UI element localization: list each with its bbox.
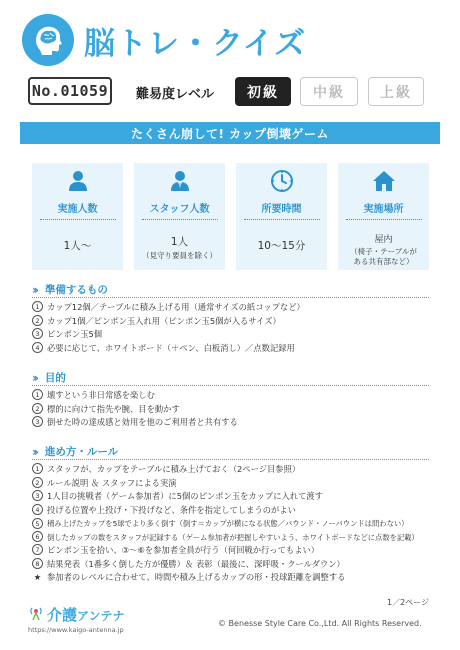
number-badge: 4: [32, 504, 43, 515]
prep-list: [32, 301, 305, 355]
section-divider: [32, 297, 429, 298]
info-card-location: [338, 163, 429, 270]
footer-logo: [28, 604, 125, 634]
list-item: 6 倒したカップの数をスタッフが記録する（ゲーム参加者が把握しやすいよう、ホワイトボードなどに点数を記載）: [32, 531, 419, 545]
number-badge: 6: [32, 531, 43, 542]
list-item: 1 カップ12個／テーブルに積み上げる用（通常サイズの紙コップなど）: [32, 301, 305, 315]
card-subnote: （椅子・テーブルが ある共有部など）: [350, 247, 417, 267]
list-item: 5 積み上げたカップを5球でより多く倒す（倒す＝カップが横になる状態／バウンド・ノーバウンドは問わない）: [32, 517, 419, 531]
page-number: 1／2ページ: [387, 598, 430, 607]
card-value: 10～15分: [257, 240, 306, 252]
section-divider: [32, 385, 429, 386]
brand-title: 脳トレ・クイズ: [84, 25, 307, 62]
card-title: スタッフ人数: [149, 204, 210, 215]
number-badge: 4: [32, 342, 43, 353]
list-item: 3 倒せた時の達成感と効用を他のご利用者と共有する: [32, 416, 238, 430]
antenna-icon: [28, 605, 44, 625]
list-item: 8 結果発表（1番多く倒した方が優勝）＆ 表彰（最後に、深呼吸・クールダウン）: [32, 558, 419, 572]
staff-icon: [169, 169, 191, 193]
card-value: 1人: [170, 236, 189, 248]
house-icon: [372, 169, 396, 193]
list-item: 3 1人目の挑戦者（ゲーム参加者）に5個のピンポン玉をカップに入れて渡す: [32, 490, 419, 504]
section-heading-rules: ›› 進め方・ルール: [32, 444, 119, 459]
list-item: 2 ルール説明 ＆ スタッフによる実演: [32, 477, 419, 491]
goals-list: [32, 389, 238, 430]
number-badge: 2: [32, 315, 43, 326]
number-badge: 1: [32, 301, 43, 312]
rules-list: [32, 463, 419, 585]
level-intermediate-badge: 中級: [300, 77, 358, 106]
number-badge: 2: [32, 403, 43, 414]
list-item: 4 投げる位置や上投げ・下投げなど、条件を指定してしまうのがよい: [32, 504, 419, 518]
info-card-participants: [32, 163, 123, 270]
quiz-title-banner: たくさん崩して! カップ倒壊ゲーム: [20, 122, 440, 144]
chevron-right-icon: ››: [32, 282, 36, 297]
list-item: 4 必要に応じて、ホワイトボード（＋ペン、白板消し）／点数記録用: [32, 342, 305, 356]
list-item: 2 標的に向けて指先や腕、目を動かす: [32, 403, 238, 417]
number-badge: 3: [32, 490, 43, 501]
card-value: 屋内: [374, 235, 393, 245]
number-badge: 8: [32, 558, 43, 569]
person-icon: [67, 169, 89, 193]
copyright-text: © Benesse Style Care Co.,Ltd. All Rights Reserved.: [218, 619, 422, 628]
number-badge: 7: [32, 544, 43, 555]
brain-head-icon: [22, 14, 74, 66]
list-item-note: ★ 参加者のレベルに合わせて、時間や積み上げるカップの形・投球距離を調整する: [32, 571, 419, 585]
star-icon: ★: [33, 572, 42, 582]
number-badge: 1: [32, 389, 43, 400]
list-item: 2 カップ1個／ピンポン玉入れ用（ピンポン玉5個が入るサイズ）: [32, 315, 305, 329]
level-advanced-badge: 上級: [368, 77, 424, 106]
card-title: 所要時間: [261, 204, 302, 215]
number-badge: 3: [32, 416, 43, 427]
info-card-duration: [236, 163, 327, 270]
chevron-right-icon: ››: [32, 370, 36, 385]
section-heading-prep: ›› 準備するもの: [32, 282, 108, 297]
card-subnote: （見守り要員を除く）: [142, 251, 217, 260]
chevron-right-icon: ››: [32, 444, 36, 459]
number-badge: 1: [32, 463, 43, 474]
level-beginner-badge: 初級: [235, 77, 291, 106]
info-card-staff: [134, 163, 225, 270]
card-title: 実施場所: [363, 204, 404, 215]
brand-logo: [22, 14, 306, 66]
number-badge: 5: [32, 518, 43, 529]
footer-url: https://www.kaigo-antenna.jp: [28, 626, 124, 634]
list-item: 1 壊すという非日常感を楽しむ: [32, 389, 238, 403]
list-item: 3 ピンポン玉5個: [32, 328, 305, 342]
list-item: 1 スタッフが、カップをテーブルに積み上げておく（2ページ目参照）: [32, 463, 419, 477]
logo-main-text: 介護: [47, 606, 78, 624]
number-badge: 2: [32, 477, 43, 488]
clock-icon: [270, 169, 294, 193]
section-divider: [32, 459, 429, 460]
card-title: 実施人数: [57, 204, 98, 215]
list-item: 7 ピンポン玉を拾い、③～⑥を参加者全員が行う（何回戦か行ってもよい）: [32, 544, 419, 558]
card-value: 1人～: [63, 240, 92, 252]
quiz-header: [28, 77, 418, 107]
quiz-number: No.01059: [28, 77, 112, 105]
logo-kana-text: アンテナ: [77, 609, 125, 623]
info-cards: [32, 163, 429, 270]
difficulty-label: 難易度レベル: [136, 87, 215, 102]
number-badge: 3: [32, 328, 43, 339]
section-heading-goals: ›› 目的: [32, 370, 66, 385]
